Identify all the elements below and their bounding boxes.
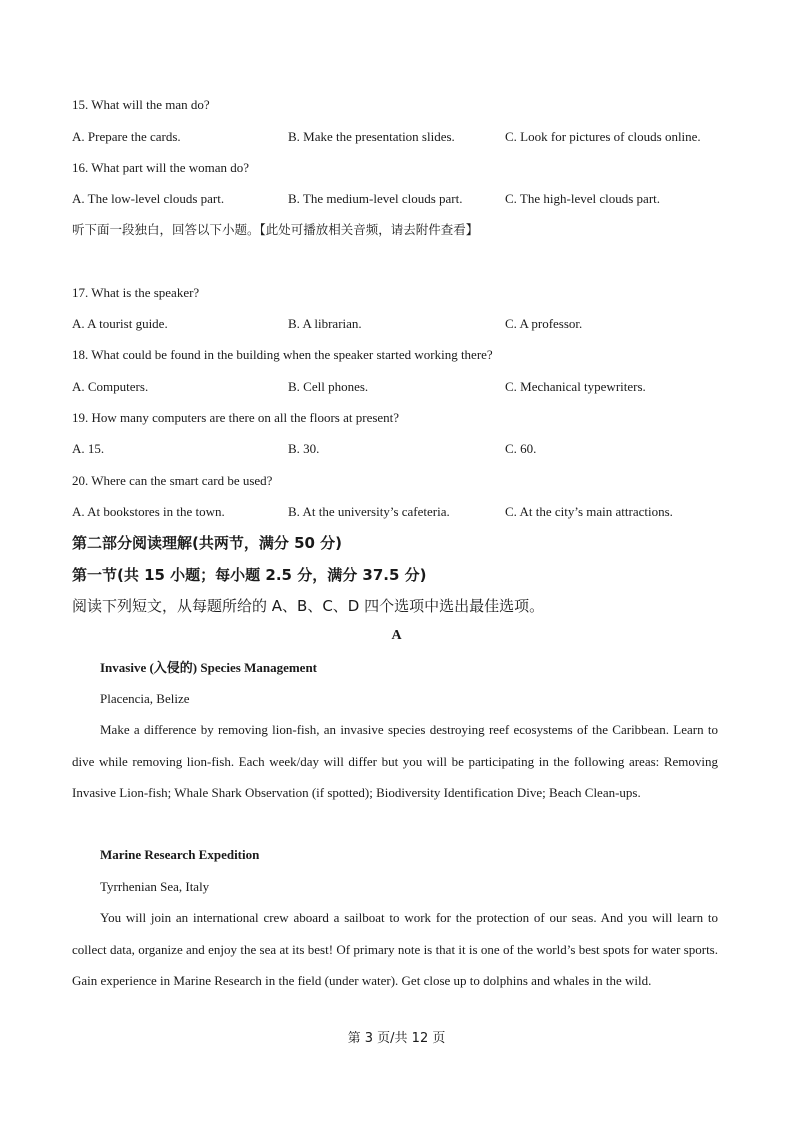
reading-instruction: 阅读下列短文，从每题所给的 A、B、C、D 四个选项中选出最佳选项。: [72, 597, 545, 615]
q15-option-b: B. Make the presentation slides.: [288, 129, 455, 144]
program1-title: Invasive (入侵的) Species Management: [100, 660, 318, 675]
q19-option-c: C. 60.: [505, 441, 537, 456]
q16-option-b: B. The medium-level clouds part.: [288, 191, 463, 206]
question-18: 18. What could be found in the building when the speaker started working there?: [72, 347, 493, 362]
question-17: 17. What is the speaker?: [72, 285, 200, 300]
page-footer: 第 3 页/共 12 页: [347, 1031, 446, 1046]
q17-option-b: B. A librarian.: [288, 316, 362, 331]
section1-title: 第一节(共 15 小题；每小题 2.5 分，满分 37.5 分): [72, 566, 427, 584]
q19-option-b: B. 30.: [288, 441, 320, 456]
q20-option-a: A. At bookstores in the town.: [72, 504, 225, 519]
q20-option-b: B. At the university’s cafeteria.: [288, 504, 450, 519]
program2-description: You will join an international crew aboard a sailboat to work for the protection of our seas. And you will learn to collect data, organize and enjoy the sea at its best! Of primary note is that it is one of the world’s best spots for water sports. Gain experience in Marine Research in the field (under water). Get close up to dolphins and whales in the wild.: [72, 910, 718, 988]
question-15: 15. What will the man do?: [72, 97, 210, 112]
q20-option-c: C. At the city’s main attractions.: [505, 504, 673, 519]
q18-option-b: B. Cell phones.: [288, 379, 369, 394]
part2-title: 第二部分阅读理解(共两节，满分 50 分): [72, 534, 343, 552]
q15-option-a: A. Prepare the cards.: [72, 129, 181, 144]
q18-option-a: A. Computers.: [72, 379, 149, 394]
monologue-instruction: 听下面一段独白，回答以下小题。【此处可播放相关音频，请去附件查看】: [72, 222, 479, 237]
q17-option-a: A. A tourist guide.: [72, 316, 168, 331]
q16-option-a: A. The low-level clouds part.: [72, 191, 225, 206]
passage-label: A: [391, 628, 402, 643]
q16-option-c: C. The high-level clouds part.: [505, 191, 661, 206]
program2-location: Tyrrhenian Sea, Italy: [100, 879, 210, 894]
program2-title: Marine Research Expedition: [100, 847, 260, 862]
q19-option-a: A. 15.: [72, 441, 105, 456]
question-19: 19. How many computers are there on all the floors at present?: [72, 410, 400, 425]
program1-description: Make a difference by removing lion-fish, an invasive species destroying reef ecosystems of the Caribbean. Learn to dive while removing lion-fish. Each week/day will differ but you will be participating in the following areas: Removing Invasive Lion-fish; Whale Shark Observation (if spotted); Biodiversity Identification Dive; Beach Clean-ups.: [72, 722, 718, 800]
q15-option-c: C. Look for pictures of clouds online.: [505, 129, 701, 144]
program1-location: Placencia, Belize: [100, 691, 190, 706]
q17-option-c: C. A professor.: [505, 316, 583, 331]
question-20: 20. Where can the smart card be used?: [72, 473, 273, 488]
q18-option-c: C. Mechanical typewriters.: [505, 379, 646, 394]
question-16: 16. What part will the woman do?: [72, 160, 250, 175]
